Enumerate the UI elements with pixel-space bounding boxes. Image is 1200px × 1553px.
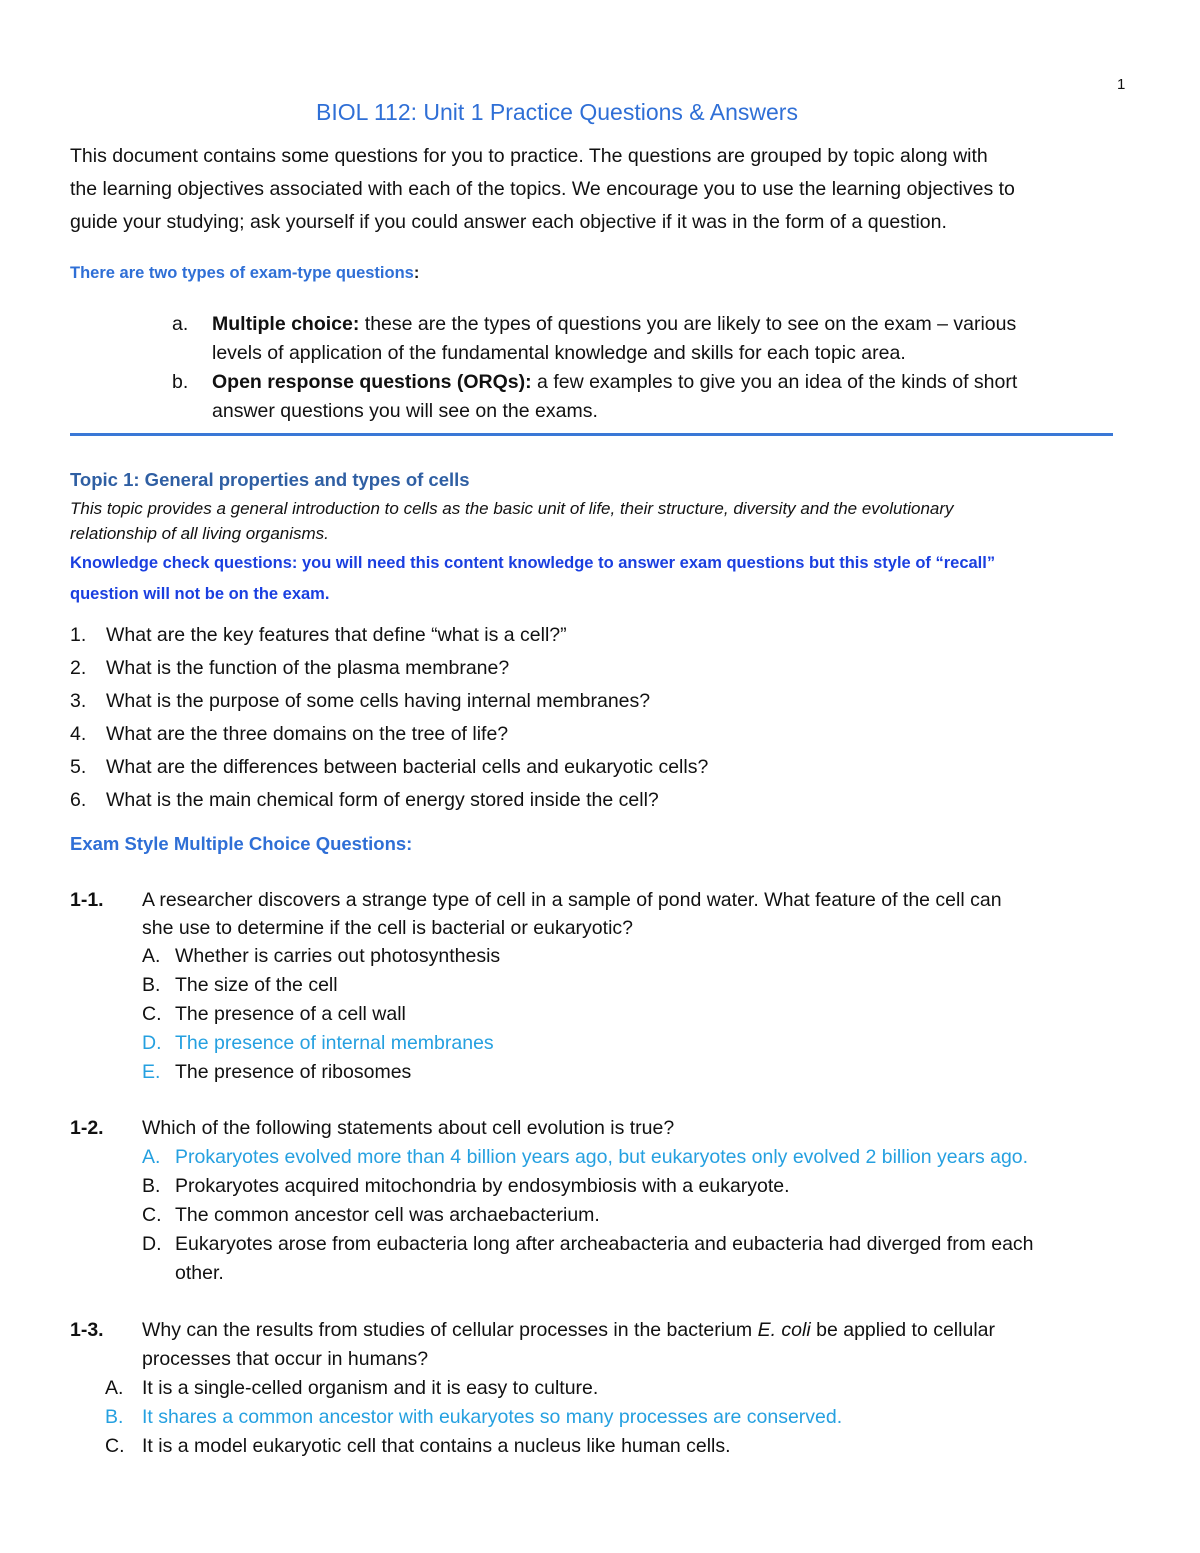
recall-question: [70, 619, 708, 652]
mc-options: [70, 1374, 995, 1461]
option-letter: A.: [105, 1377, 124, 1399]
mc-option: [142, 1058, 1002, 1087]
question-types-heading-colon: :: [413, 264, 420, 282]
option-text: The presence of internal membranes: [175, 1032, 494, 1054]
option-letter: E.: [142, 1061, 161, 1083]
option-text: Whether is carries out photosynthesis: [175, 945, 501, 967]
recall-question: [70, 685, 708, 718]
question-types-heading-text: There are two types of exam-type questions: [70, 264, 414, 282]
intro-paragraph: [70, 140, 1015, 239]
question-type-item-cont: levels of application of the fundamental knowledge and skills for each topic area.: [212, 342, 906, 364]
option-letter: D.: [142, 1032, 162, 1054]
option-text: It is a single-celled organism and it is easy to culture.: [142, 1377, 599, 1399]
type-desc: a few examples to give you an idea of the kinds of short: [531, 371, 1018, 393]
intro-line: the learning objectives associated with each of the topics. We encourage you to use the learning objectives to: [70, 178, 1015, 200]
mc-option-answer: [142, 1029, 1002, 1058]
mc-question-number: 1-1.: [70, 889, 104, 911]
question-number: 5.: [70, 756, 87, 778]
section-divider: [70, 433, 1113, 436]
mc-heading: Exam Style Multiple Choice Questions:: [70, 833, 413, 854]
question-type-item: [172, 368, 1017, 397]
mc-question: [70, 886, 1002, 1087]
option-text: The size of the cell: [175, 974, 338, 996]
question-text: What are the differences between bacterial cells and eukaryotic cells?: [106, 756, 709, 778]
mc-option-cont: other.: [175, 1262, 224, 1284]
intro-line: guide your studying; ask yourself if you could answer each objective if it was in the form of a question.: [70, 211, 947, 233]
recall-question: [70, 718, 708, 751]
recall-question: [70, 784, 708, 817]
knowledge-check-line: question will not be on the exam.: [70, 585, 330, 603]
question-text: What are the key features that define “what is a cell?”: [106, 624, 567, 646]
intro-line: This document contains some questions for you to practice. The questions are grouped by topic along with: [70, 145, 988, 167]
option-text: Prokaryotes evolved more than 4 billion years ago, but eukaryotes only evolved 2 billion years ago.: [175, 1146, 1029, 1168]
question-types-heading: [70, 264, 419, 283]
list-letter: b.: [172, 371, 189, 393]
mc-question-text: Which of the following statements about cell evolution is true?: [142, 1117, 675, 1139]
mc-question-text-cont: she use to determine if the cell is bacterial or eukaryotic?: [142, 917, 633, 939]
mc-option: [142, 1230, 1034, 1259]
mc-option-answer: [105, 1403, 995, 1432]
topic-description: [70, 496, 954, 546]
knowledge-check-note: [70, 548, 995, 610]
option-letter: D.: [142, 1233, 162, 1255]
question-text: What is the function of the plasma membrane?: [106, 657, 510, 679]
mc-option: [142, 1201, 1034, 1230]
option-text: It shares a common ancestor with eukaryotes so many processes are conserved.: [142, 1406, 843, 1428]
option-letter: C.: [105, 1435, 125, 1457]
mc-option: [142, 1172, 1034, 1201]
option-letter: B.: [142, 974, 161, 996]
type-label: Multiple choice:: [212, 313, 360, 335]
question-text: What is the main chemical form of energy stored inside the cell?: [106, 789, 659, 811]
option-text: It is a model eukaryotic cell that contains a nucleus like human cells.: [142, 1435, 731, 1457]
mc-option: [142, 942, 1002, 971]
recall-questions-list: [70, 619, 708, 817]
mc-options: [70, 942, 1002, 1087]
option-letter: B.: [105, 1406, 124, 1428]
question-types-list: [172, 310, 1017, 426]
mc-question: [70, 1114, 1034, 1288]
type-label: Open response questions (ORQs):: [212, 371, 532, 393]
option-text: Prokaryotes acquired mitochondria by endosymbiosis with a eukaryote.: [175, 1175, 790, 1197]
organism-name: E. coli: [757, 1319, 811, 1341]
mc-question-text: A researcher discovers a strange type of cell in a sample of pond water. What feature of the cell can: [142, 889, 1002, 911]
option-letter: B.: [142, 1175, 161, 1197]
list-letter: a.: [172, 313, 189, 335]
question-text: What is the purpose of some cells having internal membranes?: [106, 690, 651, 712]
question-number: 4.: [70, 723, 87, 745]
mc-question: [70, 1316, 995, 1461]
mc-option: [105, 1374, 995, 1403]
mc-question-number: 1-3.: [70, 1319, 104, 1341]
mc-question-stem: [70, 1316, 995, 1345]
mc-options: [70, 1143, 1034, 1288]
mc-option: [105, 1432, 995, 1461]
mc-question-text-end: be applied to cellular: [810, 1319, 995, 1341]
option-text: The presence of ribosomes: [175, 1061, 412, 1083]
option-text: The presence of a cell wall: [175, 1003, 406, 1025]
mc-option-answer: [142, 1143, 1034, 1172]
question-type-item: [172, 310, 1017, 339]
option-letter: A.: [142, 945, 161, 967]
mc-question-text-cont: processes that occur in humans?: [142, 1348, 429, 1370]
option-letter: C.: [142, 1204, 162, 1226]
question-text: What are the three domains on the tree of life?: [106, 723, 509, 745]
knowledge-check-line: Knowledge check questions: you will need this content knowledge to answer exam questions but this style of “recall”: [70, 554, 996, 572]
mc-question-number: 1-2.: [70, 1117, 104, 1139]
mc-question-stem: [70, 886, 1002, 914]
mc-option: [142, 971, 1002, 1000]
question-number: 1.: [70, 624, 87, 646]
topic-description-line: relationship of all living organisms.: [70, 524, 329, 543]
question-number: 3.: [70, 690, 87, 712]
question-number: 6.: [70, 789, 87, 811]
recall-question: [70, 751, 708, 784]
question-type-item-cont: answer questions you will see on the exams.: [212, 400, 598, 422]
mc-option: [142, 1000, 1002, 1029]
option-letter: A.: [142, 1146, 161, 1168]
option-text: Eukaryotes arose from eubacteria long after archeabacteria and eubacteria had diverged from each: [175, 1233, 1034, 1255]
page-number: 1: [1117, 76, 1126, 93]
question-number: 2.: [70, 657, 87, 679]
topic-heading: Topic 1: General properties and types of cells: [70, 469, 470, 490]
type-desc: these are the types of questions you are likely to see on the exam – various: [359, 313, 1017, 335]
option-letter: C.: [142, 1003, 162, 1025]
mc-question-stem: [70, 1114, 1034, 1143]
mc-question-text: Why can the results from studies of cellular processes in the bacterium: [142, 1319, 758, 1341]
recall-question: [70, 652, 708, 685]
topic-description-line: This topic provides a general introduction to cells as the basic unit of life, their structure, diversity and the evolutionary: [70, 499, 954, 518]
page-title: BIOL 112: Unit 1 Practice Questions & Answers: [316, 99, 798, 125]
option-text: The common ancestor cell was archaebacterium.: [175, 1204, 600, 1226]
